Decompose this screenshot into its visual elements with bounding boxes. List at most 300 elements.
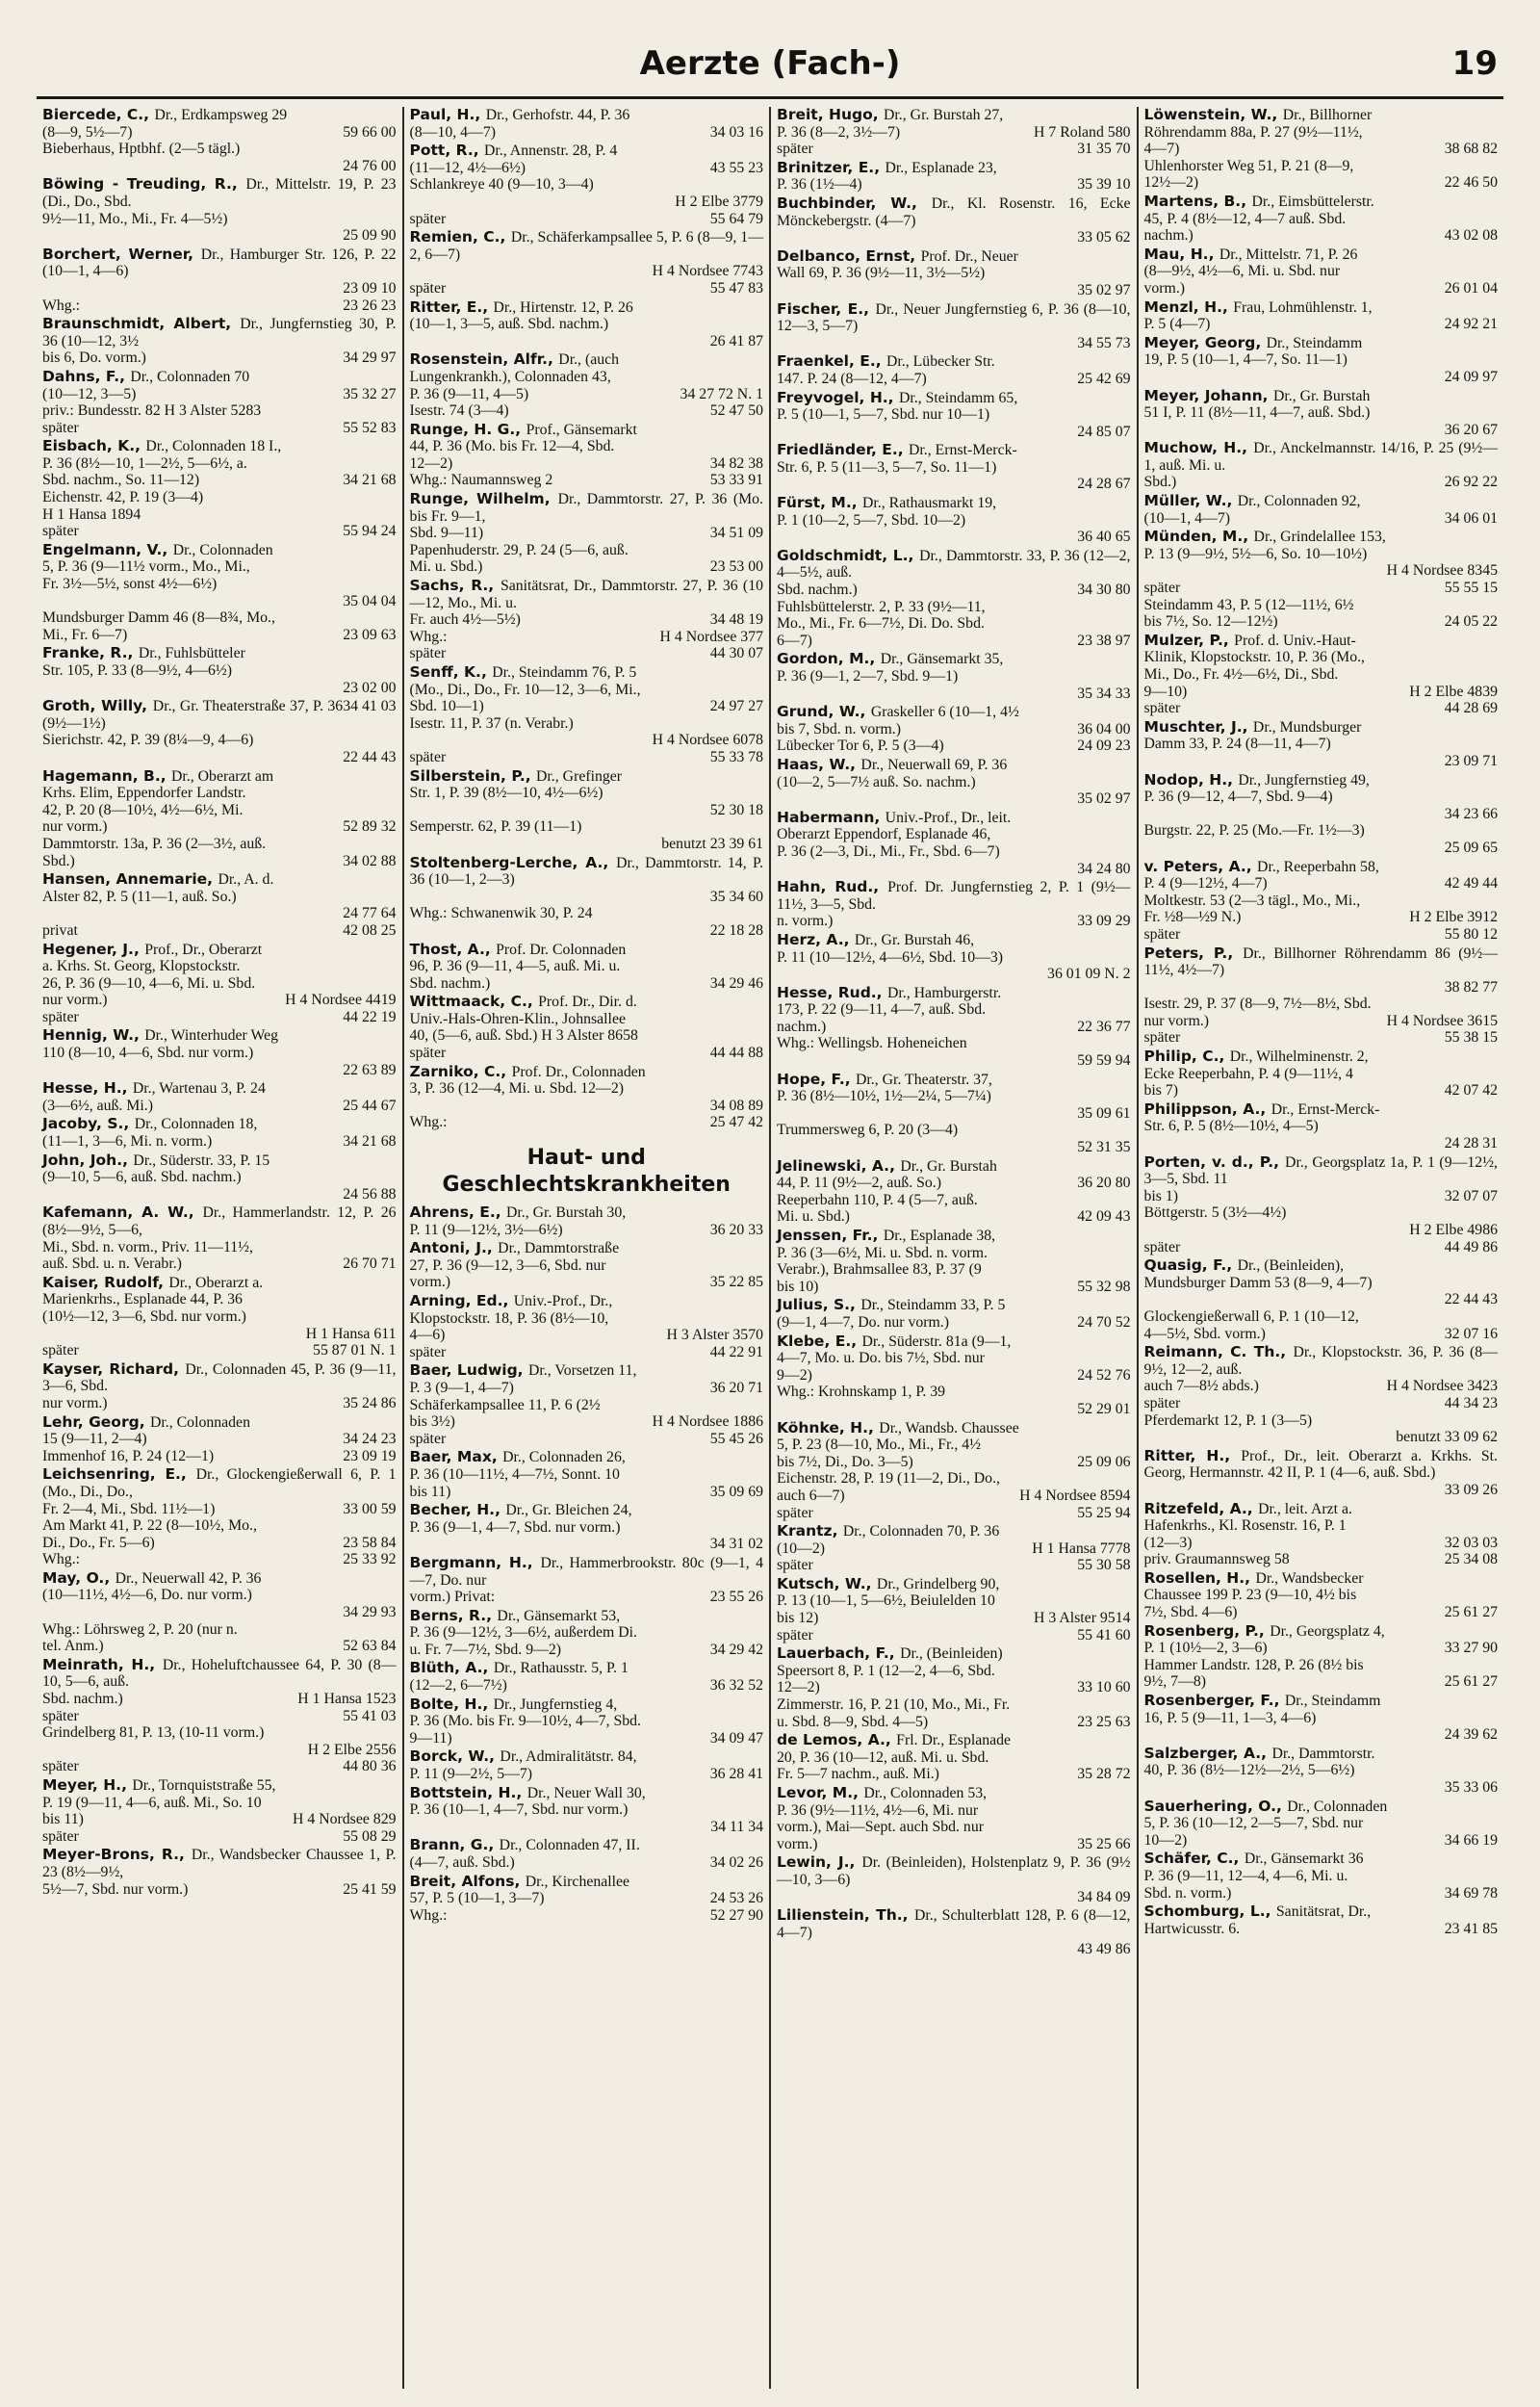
entry-line [1144, 194, 1499, 211]
entry-line [777, 124, 1131, 142]
entry-text: Dr., Billhorner Röhrendamm 86 (9½—11½, 4½—7) [1143, 945, 1499, 979]
entry-text: Wall 69, P. 36 (9½—11, 3½—5½) [777, 265, 986, 282]
entry-text: P. 1 (10½—2, 3—6) [1143, 1640, 1268, 1657]
entry-line [42, 1098, 397, 1115]
entry-text: Dr., Vorsetzen 11, [527, 1362, 637, 1380]
entry-name: Silberstein, P., [409, 766, 537, 785]
entry-line [777, 335, 1131, 352]
entry-line [777, 1663, 1131, 1680]
entry-text: Dr., Rathausmarkt 19, [862, 495, 997, 512]
phone-number: 32 03 03 [1444, 1534, 1498, 1551]
entry-text: Sbd. nachm., So. 11—12) [42, 472, 200, 489]
entry-line [1144, 719, 1499, 737]
entry-line [1144, 875, 1499, 893]
entry-line [777, 966, 1131, 983]
entry-text: Dr., Colonnaden [1287, 1798, 1388, 1815]
entry-text: Dr., Colonnaden 18, [134, 1116, 258, 1133]
entry-text: P. 5 (4—7) [1143, 316, 1211, 333]
directory-entry [777, 1523, 1131, 1574]
directory-entry [42, 1152, 397, 1204]
entry-text: Prof. d. Univ.-Haut- [1234, 632, 1356, 649]
directory-entry [410, 142, 764, 227]
entry-line [410, 1098, 764, 1115]
entry-text: Dr., Wandsb. Chaussee [879, 1419, 1019, 1436]
entry-line [1144, 1101, 1499, 1119]
entry-line [777, 195, 1131, 229]
directory-entry [777, 442, 1131, 493]
entry-text: P. 13 (10—1, 5—6½, Beiulelden 10 [777, 1592, 995, 1610]
entry-name: Runge, Wilhelm, [409, 490, 558, 508]
entry-line [1144, 529, 1499, 546]
entry-name: Borck, W., [409, 1747, 500, 1766]
entry-line [1144, 422, 1499, 439]
entry-line [42, 369, 397, 386]
entry-text: P. 19 (9—11, 4—6, auß. Mi., So. 10 [42, 1794, 262, 1811]
entry-text: P. 5 (10—1, 5—7, Sbd. nur 10—1) [777, 406, 990, 424]
entry-name: Salzberger, A., [1143, 1744, 1272, 1762]
entry-line [410, 1327, 764, 1344]
entry-text: Dr., Schäferkampsallee 5, P. 6 (8—9, 1—2, 6—7) [409, 229, 763, 263]
entry-text: Eichenstr. 28, P. 19 (11—2, Di., Do., [777, 1470, 1000, 1488]
entry-line [777, 229, 1131, 246]
entry-name: Braunschmidt, Albert, [42, 315, 241, 333]
entry-name: May, O., [42, 1568, 116, 1587]
entry-line [410, 1785, 764, 1802]
entry-line [1144, 1275, 1499, 1292]
entry-line [1144, 1257, 1499, 1275]
entry-name: Wittmaack, C., [409, 993, 539, 1011]
directory-entry [777, 810, 1131, 877]
phone-number: 35 34 60 [709, 888, 763, 905]
entry-text: Grindelberg 81, P. 13, (10-11 vorm.) [42, 1724, 265, 1742]
directory-entry [777, 107, 1131, 158]
entry-text: Dr., Kirchenallee [525, 1873, 630, 1890]
entry-text: später [777, 1626, 813, 1643]
phone-number: 34 31 02 [709, 1536, 763, 1553]
entry-line [777, 1645, 1131, 1663]
entry-line [42, 1466, 397, 1500]
entry-line [777, 512, 1131, 530]
entry-line [777, 1105, 1131, 1123]
entry-text: Papenhuderstr. 29, P. 24 (5—6, auß. [409, 541, 629, 558]
phone-number: 33 27 90 [1444, 1640, 1498, 1657]
entry-text: Alster 82, P. 5 (11—1, auß. So.) [42, 888, 237, 905]
entry-line [42, 889, 397, 906]
entry-text: (12—2, 6—7½) [409, 1677, 507, 1695]
entry-name: Meyer-Brons, R., [42, 1846, 192, 1864]
entry-line [1144, 1154, 1499, 1188]
entry-line [1144, 700, 1499, 717]
entry-line [410, 1362, 764, 1380]
entry-line [777, 406, 1131, 424]
entry-line [777, 1192, 1131, 1209]
directory-entry [410, 1204, 764, 1238]
entry-text: Dr., Hammerbrookstr. 80c (9—1, 4—7, Do. nur [409, 1554, 763, 1589]
entry-line [42, 732, 397, 749]
entry-line [410, 975, 764, 993]
entry-text: 6—7) [777, 632, 812, 649]
entry-line [1144, 1832, 1499, 1850]
entry-line [410, 698, 764, 715]
entry-line [410, 455, 764, 473]
entry-text: Dr., Eimsbüttelerstr. [1251, 193, 1374, 210]
phone-number: 24 77 64 [343, 905, 397, 922]
entry-line [1144, 1693, 1499, 1710]
phone-number: 36 04 00 [1077, 720, 1131, 738]
phone-number: 35 02 97 [1077, 790, 1131, 808]
entry-name: Rosellen, H., [1143, 1568, 1256, 1587]
entry-text: später [409, 645, 447, 662]
phone-number: 26 41 87 [709, 332, 763, 349]
phone-number: 25 34 08 [1444, 1551, 1498, 1568]
directory-entry [1144, 529, 1499, 631]
entry-line [777, 913, 1131, 930]
entry-text: 44, P. 36 (Mo. bis Fr. 12—4, Sbd. [409, 438, 615, 455]
entry-text: später [777, 1504, 813, 1521]
phone-number: 34 06 01 [1444, 509, 1498, 527]
entry-line [410, 491, 764, 525]
entry-text: bis 1) [1143, 1187, 1179, 1204]
entry-text: 9½, 7—8) [1143, 1673, 1206, 1691]
entry-line [410, 1536, 764, 1553]
entry-text: Mi. u. Sbd.) [409, 558, 483, 576]
entry-text: Dr., Lübecker Str. [886, 353, 995, 371]
entry-text: Dr., Billhorner [1282, 107, 1373, 123]
entry-line [42, 1204, 397, 1238]
entry-line [1144, 1135, 1499, 1152]
entry-line [410, 785, 764, 802]
phone-number: 36 20 33 [709, 1221, 763, 1238]
entry-line [42, 1570, 397, 1588]
entry-line [410, 1766, 764, 1783]
entry-name: Habermann, [777, 808, 886, 826]
entry-text: Verabr.), Brahmsallee 83, P. 37 (9 [777, 1261, 982, 1279]
entry-text: Str. 105, P. 33 (8—9½, 4—6½) [42, 662, 233, 679]
entry-text: Dr., Fuhlsbütteler [138, 645, 245, 662]
phone-number: 55 25 94 [1077, 1504, 1131, 1521]
entry-text: Dr., Jungfernstieg 30, P. 36 (10—12, 3½ [42, 316, 397, 349]
entry-text: P. 36 (8½—10½, 1½—2¼, 5—7¼) [777, 1088, 991, 1105]
phone-number: 35 32 27 [343, 385, 397, 402]
entry-line [410, 142, 764, 160]
phone-number: 33 00 59 [343, 1500, 397, 1517]
phone-number: 35 25 66 [1077, 1835, 1131, 1852]
entry-line [777, 265, 1131, 282]
entry-line [1144, 1710, 1499, 1727]
entry-text: P. 36 (2—3, Di., Mi., Fr., Sbd. 6—7) [777, 842, 1000, 860]
phone-number: 32 07 07 [1444, 1187, 1498, 1204]
entry-text: Dr., Georgsplatz 1a, P. 1 (9—12½, 3—5, Sbd. 11 [1143, 1153, 1498, 1188]
entry-line [1144, 1623, 1499, 1641]
entry-text: Sbd. nachm.) [777, 582, 858, 599]
directory-entry [777, 390, 1131, 441]
entry-line [1144, 1746, 1499, 1763]
phone-number: 59 59 94 [1077, 1052, 1131, 1070]
directory-entry [777, 248, 1131, 299]
entry-name: Freyvogel, H., [777, 388, 899, 406]
entry-line [1144, 246, 1499, 264]
phone-number: 44 28 69 [1444, 700, 1498, 717]
entry-line [777, 476, 1131, 493]
entry-line [410, 1677, 764, 1695]
entry-line [1144, 280, 1499, 298]
entry-line [777, 1627, 1131, 1644]
directory-entry [777, 1785, 1131, 1852]
entry-line [1144, 211, 1499, 228]
entry-name: Köhnke, H., [777, 1418, 880, 1436]
column-3 [771, 107, 1139, 2389]
entry-text: 4—6) [409, 1327, 446, 1344]
phone-number: 31 35 70 [1077, 141, 1131, 158]
phone-number: 44 22 19 [343, 1008, 397, 1025]
phone-number: 23 09 71 [1444, 752, 1498, 769]
entry-line [410, 818, 764, 836]
entry-line [410, 1713, 764, 1730]
entry-text: Prof. Dr., Dir. d. [538, 994, 637, 1011]
entry-text: nur vorm.) [42, 1394, 108, 1411]
phone-number: 34 11 34 [710, 1818, 763, 1835]
entry-line [777, 810, 1131, 827]
entry-line [1144, 174, 1499, 192]
entry-line [42, 558, 397, 576]
phone-number: H 4 Nordsee 7743 [652, 263, 763, 280]
entry-line [42, 349, 397, 367]
entry-text: 51 I, P. 11 (8½—11, 4—7, auß. Sbd.) [1143, 404, 1371, 422]
entry-text: Dr., Neuerwall 42, P. 36 [115, 1569, 262, 1587]
entry-name: Leichsenring, E., [42, 1465, 196, 1484]
directory-entry [1144, 945, 1499, 1048]
entry-text: bis 7½, Di., Do. 3—5) [777, 1453, 913, 1470]
entry-line [410, 1642, 764, 1659]
entry-name: Jenssen, Fr., [777, 1227, 884, 1244]
entry-line [410, 749, 764, 766]
entry-line [1144, 945, 1499, 979]
entry-text: Dr., Dammtorstr. 27, P. 36 (Mo. bis Fr. 9—1, [409, 491, 763, 525]
phone-number: 35 28 72 [1077, 1766, 1131, 1783]
directory-entry [410, 1748, 764, 1782]
entry-line [1144, 1640, 1499, 1657]
phone-number: 55 52 83 [343, 419, 397, 436]
directory-entry [410, 942, 764, 993]
entry-text: n. vorm.) [777, 913, 834, 930]
entry-name: Lilienstein, Th., [777, 1906, 914, 1925]
entry-name: Hansen, Annemarie, [42, 870, 218, 889]
entry-text: Mi., Sbd. n. vorm., Priv. 11—11½, [42, 1238, 253, 1255]
entry-text: Dr., Annenstr. 28, P. 4 [484, 142, 618, 160]
entry-line [777, 1889, 1131, 1906]
entry-line [777, 1052, 1131, 1070]
phone-number: 55 08 29 [343, 1827, 397, 1845]
phone-number: 23 09 63 [343, 626, 397, 643]
entry-text: Dr., Colonnaden 18 I., [145, 438, 282, 455]
entry-name: Nodop, H., [1143, 770, 1239, 789]
phone-number: 34 29 42 [709, 1641, 763, 1658]
entry-text: Dr., Ernst-Merck- [1270, 1100, 1380, 1118]
entry-line [42, 1186, 397, 1204]
entry-text: Dr., Dammtorstr. 33, P. 36 (12—2, 4—5½, auß. [777, 547, 1131, 582]
entry-name: Klebe, E., [777, 1332, 862, 1350]
entry-text: (11—1, 3—6, Mi. n. vorm.) [42, 1133, 213, 1151]
entry-name: Kayser, Richard, [42, 1359, 186, 1378]
phone-number: 43 49 86 [1077, 1941, 1131, 1958]
entry-name: Schomburg, L., [1143, 1902, 1276, 1921]
entry-line [410, 855, 764, 889]
entry-text: Dr., Neuerwall 69, P. 36 [860, 756, 1008, 773]
entry-text: auch 7—8½ abds.) [1143, 1378, 1259, 1395]
entry-text: später [42, 419, 79, 436]
entry-line [777, 985, 1131, 1002]
entry-text: Steindamm 43, P. 5 (12—11½, 6½ [1143, 596, 1354, 613]
entry-name: Blüth, A., [409, 1659, 494, 1677]
entry-name: Breit, Hugo, [777, 107, 885, 123]
entry-line [42, 698, 397, 732]
entry-line [1144, 1066, 1499, 1083]
entry-line [410, 160, 764, 177]
entry-text: Dr., Wandsbecker Chaussee 1, P. 23 (8½—9½, [42, 1847, 397, 1880]
entry-text: 44, P. 11 (9½—2, auß. So.) [777, 1175, 941, 1192]
directory-entry [777, 985, 1131, 1070]
entry-line [1144, 1291, 1499, 1308]
entry-line [42, 593, 397, 610]
entry-text: 5, P. 36 (10—12, 2—5—7, Sbd. nur [1143, 1815, 1364, 1832]
phone-number: H 4 Nordsee 8345 [1386, 562, 1498, 580]
directory-entry [42, 107, 397, 174]
entry-text: Dr., Oberarzt a. [168, 1274, 264, 1291]
entry-line [42, 871, 397, 889]
entry-text: Sanitätsrat, Dr., [1275, 1903, 1372, 1921]
entry-line [1144, 1429, 1499, 1446]
phone-number: 52 63 84 [343, 1638, 397, 1655]
entry-line [1144, 597, 1499, 614]
entry-text: Dr., Esplanade 38, [883, 1228, 996, 1244]
entry-name: Biercede, C., [42, 107, 155, 123]
entry-line [410, 645, 764, 662]
directory-entry [777, 1907, 1131, 1958]
entry-line [42, 1275, 397, 1292]
phone-number: 44 30 07 [709, 645, 763, 662]
entry-line [410, 942, 764, 959]
entry-line [410, 211, 764, 228]
phone-number: 55 41 60 [1077, 1626, 1131, 1643]
entry-text: Whg.: Naumannsweg 2 [409, 472, 553, 489]
page-header [37, 37, 1503, 99]
entry-text: später [409, 1343, 447, 1360]
entry-text: a. Krhs. St. Georg, Klopstockstr. [42, 958, 241, 975]
phone-number: 25 09 65 [1444, 839, 1498, 856]
phone-number: 23 25 63 [1077, 1713, 1131, 1730]
entry-text: Dr., Anckelmannstr. 14/16, P. 25 (9½—1, auß. Mi. u. [1143, 440, 1499, 474]
entry-text: Dr., Glockengießerwall 6, P. 1 (Mo., Di., Do., [42, 1466, 397, 1500]
entry-line [1144, 158, 1499, 175]
phone-number: 23 53 00 [709, 558, 763, 576]
entry-line [42, 158, 397, 175]
entry-line [777, 1610, 1131, 1627]
entry-name: Pott, R., [409, 142, 485, 160]
entry-name: Brann, G., [409, 1836, 500, 1854]
entry-line [777, 442, 1131, 459]
entry-text: P. 36 (10—11½, 4—7½, Sonnt. 10 [409, 1465, 620, 1483]
entry-line [42, 1239, 397, 1256]
entry-text: Dr., Klopstockstr. 36, P. 36 (8—9½, 12—2, auß. [1143, 1344, 1498, 1378]
phone-number: 52 47 50 [709, 402, 763, 420]
entry-text: Dr., Admiralitätstr. 84, [500, 1748, 637, 1766]
entry-line [410, 922, 764, 940]
entry-text: Fr. 2—4, Mi., Sbd. 11½—1) [42, 1500, 216, 1517]
entry-text: auch 6—7) [777, 1487, 845, 1504]
directory-entry [777, 1158, 1131, 1226]
entry-line [410, 194, 764, 211]
entry-text: 12—2) [777, 1679, 820, 1696]
entry-text: Whg.: [42, 297, 81, 314]
entry-text: Dr., Hoheluftchaussee 64, P. 30 (8—10, 5—6, auß. [42, 1656, 397, 1691]
entry-text: Dr., Grindelberg 90, [876, 1575, 1000, 1592]
entry-line [1144, 1570, 1499, 1588]
entry-line [777, 176, 1131, 194]
entry-line [42, 749, 397, 766]
entry-line [1144, 1535, 1499, 1552]
directory-entry [410, 1502, 764, 1553]
directory-entry [1144, 1851, 1499, 1902]
entry-name: Franke, R., [42, 644, 139, 662]
entry-line [777, 1696, 1131, 1714]
directory-entry [42, 698, 397, 765]
entry-line [777, 371, 1131, 388]
entry-text: Dr., Steindamm 65, [898, 389, 1018, 406]
entry-line [777, 1350, 1131, 1367]
phone-number: 44 34 23 [1444, 1394, 1498, 1411]
entry-line [1144, 1799, 1499, 1816]
entry-line [410, 558, 764, 576]
entry-text: Speersort 8, P. 1 (12—2, 4—6, Sbd. [777, 1662, 995, 1679]
directory-entry [1144, 719, 1499, 770]
entry-text: Dr., Steindamm [1284, 1693, 1381, 1710]
entry-line [42, 1587, 397, 1604]
entry-line [42, 662, 397, 680]
entry-text: P. 36 (9—11, 12—4, 4—6, Mi. u. [1143, 1867, 1348, 1884]
entry-name: Hagemann, B., [42, 766, 171, 785]
entry-text: Isestr. 11, P. 37 (n. Verabr.) [409, 714, 574, 732]
directory-entry [777, 495, 1131, 546]
entry-name: Goldschmidt, L., [777, 546, 920, 564]
entry-text: Sbd.) [1143, 474, 1177, 491]
entry-line [410, 542, 764, 559]
entry-line [410, 1240, 764, 1257]
entry-text: (9—1, 4—7, Do. nur vorm.) [777, 1313, 950, 1331]
entry-text: Klopstockstr. 18, P. 36 (8½—10, [409, 1309, 609, 1327]
entry-text: 9—11) [409, 1729, 452, 1747]
entry-text: Sbd.) [42, 852, 75, 869]
phone-number: 52 27 90 [709, 1906, 763, 1924]
entry-line [42, 1881, 397, 1899]
entry-name: Julius, S., [777, 1296, 861, 1314]
phone-number: 33 10 60 [1077, 1679, 1131, 1696]
entry-line [777, 774, 1131, 791]
column-2 [404, 107, 772, 2389]
entry-line [410, 1890, 764, 1907]
entry-line [42, 609, 397, 627]
directory-entry [42, 1414, 397, 1465]
entry-text: Dr., Mundsburger [1252, 718, 1362, 736]
entry-line [777, 1854, 1131, 1888]
entry-line [777, 1436, 1131, 1454]
directory-entry [42, 1204, 397, 1272]
directory-entry [42, 1361, 397, 1412]
entry-line [1144, 1868, 1499, 1885]
entry-text: 10—2) [1143, 1831, 1188, 1849]
phone-number: benutzt 23 39 61 [661, 835, 763, 852]
entry-line [410, 1624, 764, 1642]
entry-text: 5, P. 23 (8—10, Mo., Mi., Fr., 4½ [777, 1436, 981, 1454]
